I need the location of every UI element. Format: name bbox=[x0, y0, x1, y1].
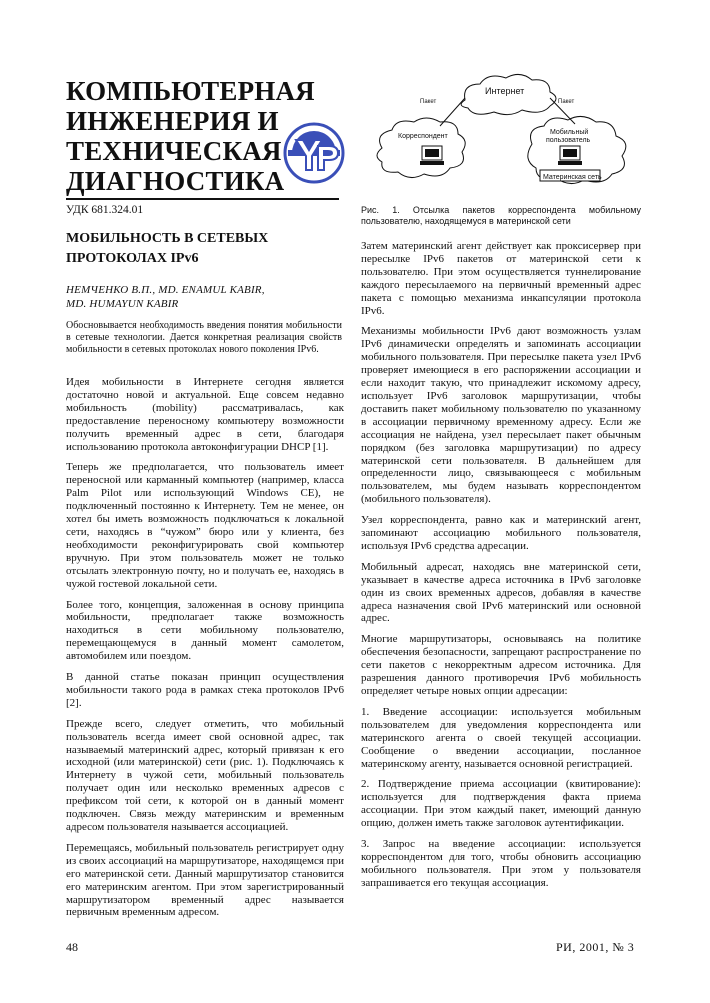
body-paragraph: Механизмы мобильности IPv6 дают возможность узлам IPv6 динамически определять и запоминать ассоциации мобильного пользователя. При пересылке пакета узел IPv6 проверяет имеющиеся в его распоряжении ассоциации и если находит такую, что принадлежит искомому адресу, использует IPv6 заголовок маршрутизации, чтобы доставить пакет мобильному пользователю по указанному в ассоциации первичному временному адресу. Если же ассоциация не найдена, узел пересылает пакет обычным порядком (без заголовка маршрутизации) по адресу материнской сети пользователя. В дальнейшем для определенности лицо, связывающееся с мобильным пользователем, мы будем называть корреспондентом (мобильного пользователя). bbox=[361, 325, 641, 506]
article-authors bbox=[66, 283, 341, 311]
authors-line: MD. HUMAYUN KABIR bbox=[66, 298, 179, 310]
body-paragraph: Мобильный адресат, находясь вне материнской сети, указывает в качестве адреса источника в IPv6 заголовке один из своих временных адресов, добавляя в качестве адреса назначения свой IPv6 материнский или основной адрес. bbox=[361, 560, 641, 625]
body-paragraph: Более того, концепция, заложенная в основу принципа мобильности, предполагает также возможность находиться в сети мобильному пользователю, перемещающемуся в данный момент самолетом, автомобилем или поездом. bbox=[66, 598, 344, 663]
body-paragraph: 3. Запрос на введение ассоциации: используется корреспондентом для того, чтобы обновить ассоциацию мобильного пользователя. При этом у пользователя запрашивается его текущая ассоциация. bbox=[361, 838, 641, 889]
journal-title-line: КОМПЬЮТЕРНАЯ bbox=[66, 76, 315, 106]
body-paragraph: 1. Введение ассоциации: используется мобильным пользователем для уведомления корреспондента или материнского агента о своей текущей ассоциации. Сообщение о введении ассоциации, посланное материнскому агенту, называется основной регистрацией. bbox=[361, 705, 641, 770]
journal-title-line: ДИАГНОСТИКА bbox=[66, 166, 285, 196]
correspondent-cloud-icon bbox=[377, 118, 465, 178]
journal-logo-icon bbox=[282, 122, 346, 184]
header-divider bbox=[66, 198, 339, 200]
article-abstract: Обосновывается необходимость введения понятия мобильности в сетевые технологии. Дается конкретная реализация свойств мобильности в сетевых протоколах нового поколения IPv6. bbox=[66, 320, 342, 355]
body-paragraph: Затем материнский агент действует как проксисервер при пересылке IPv6 пакетов от материнской сети к пользователю. При этом осуществляется туннелирование каждого пересылаемого на первичный временный адрес пакета с помощью механизма инкапсуляции протокола IPv6. bbox=[361, 240, 641, 317]
figure-caption: Рис. 1. Отсылка пакетов корреспондента мобильному пользователю, находящемуся в материнской сети bbox=[361, 205, 641, 226]
article-title-line: ПРОТОКОЛАХ IPv6 bbox=[66, 251, 199, 266]
label-correspondent: Корреспондент bbox=[398, 133, 448, 140]
udk-code: УДК 681.324.01 bbox=[66, 204, 144, 216]
body-paragraph: Теперь же предполагается, что пользователь имеет переносной или карманный компьютер (например, класса Palm Pilot или использующий Windows CE), не подключенный постоянно к Интернету. Тем не менее, он хотел бы иметь возможность подключаться к локальной сети, находясь в “чужом” бюро или у клиента, без необходимости реконфигурировать свой компьютер вручную. При этом пользователь может не только отсылать электронную почту, но и получать ее, находясь в чужой гостевой локальной сети. bbox=[66, 461, 344, 590]
body-paragraph: В данной статье показан принцип осуществления мобильности такого рода в рамках стека протоколов IPv6 [2]. bbox=[66, 671, 344, 709]
body-paragraph: 2. Подтверждение приема ассоциации (квитирование): используется для подтверждения факта приема ассоциации. При этом каждый пакет, имеющий данную опцию, должен иметь также заголовок аутентификации. bbox=[361, 778, 641, 830]
figure-network-diagram bbox=[370, 70, 645, 200]
label-packet-right: Пакет bbox=[558, 99, 575, 105]
authors-line: НЕМЧЕНКО В.П., MD. ENAMUL KABIR, bbox=[66, 284, 265, 296]
page-number: 48 bbox=[66, 940, 78, 954]
body-paragraph: Идея мобильности в Интернете сегодня является достаточно новой и актуальной. Еще совсем недавно мобильность (mobility) рассматривалась, как предоставление переносному компьютеру возможности получить временный адрес в сети, благодаря использованию протокола автоконфигурации DHCP [1]. bbox=[66, 376, 344, 453]
left-column-body bbox=[66, 376, 344, 927]
body-paragraph: Узел корреспондента, равно как и материнский агент, запоминают ассоциацию мобильного пользователя, используя IPv6 средства адресации. bbox=[361, 514, 641, 552]
label-internet: Интернет bbox=[485, 86, 525, 96]
right-column-body bbox=[361, 240, 641, 898]
body-paragraph: Многие маршрутизаторы, основываясь на политике обеспечения безопасности, запрещают распространение по сети пакетов с некорректным адресом источника. Для разрешения данного противоречия IPv6 мобильность определяет четыре новых опции адресации: bbox=[361, 633, 641, 697]
label-mobile-user: Мобильный bbox=[550, 129, 589, 136]
label-home-network: Материнская сеть bbox=[543, 174, 602, 181]
journal-title-line: ТЕХНИЧЕСКАЯ bbox=[66, 136, 282, 166]
article-title-line: МОБИЛЬНОСТЬ В СЕТЕВЫХ bbox=[66, 231, 269, 246]
label-mobile-user: пользователь bbox=[546, 137, 591, 144]
label-packet-left: Пакет bbox=[420, 99, 437, 105]
body-paragraph: Перемещаясь, мобильный пользователь регистрирует одну из своих ассоциаций на маршрутизаторе, находящемся при его материнской сети. Данный маршрутизатор становится его материнским агентом. При этом зарегистрированный маршрутизатором временный адрес называется первичным временным адресом. bbox=[66, 841, 344, 919]
body-paragraph: Прежде всего, следует отметить, что мобильный пользователь всегда имеет свой основной адрес, так называемый материнский адрес, который привязан к его исходной (или материнской) сети (рис. 1). Подключаясь к Интернету в чужой сети, мобильный пользователь получает один или несколько временных адресов с префиксом той сети, к которой он в данный момент подключен. Связь между материнским и временным адресом пользователя называется ассоциацией. bbox=[66, 717, 344, 833]
journal-issue: РИ, 2001, № 3 bbox=[556, 940, 635, 954]
article-title bbox=[66, 229, 336, 269]
journal-title-line: ИНЖЕНЕРИЯ И bbox=[66, 106, 279, 136]
